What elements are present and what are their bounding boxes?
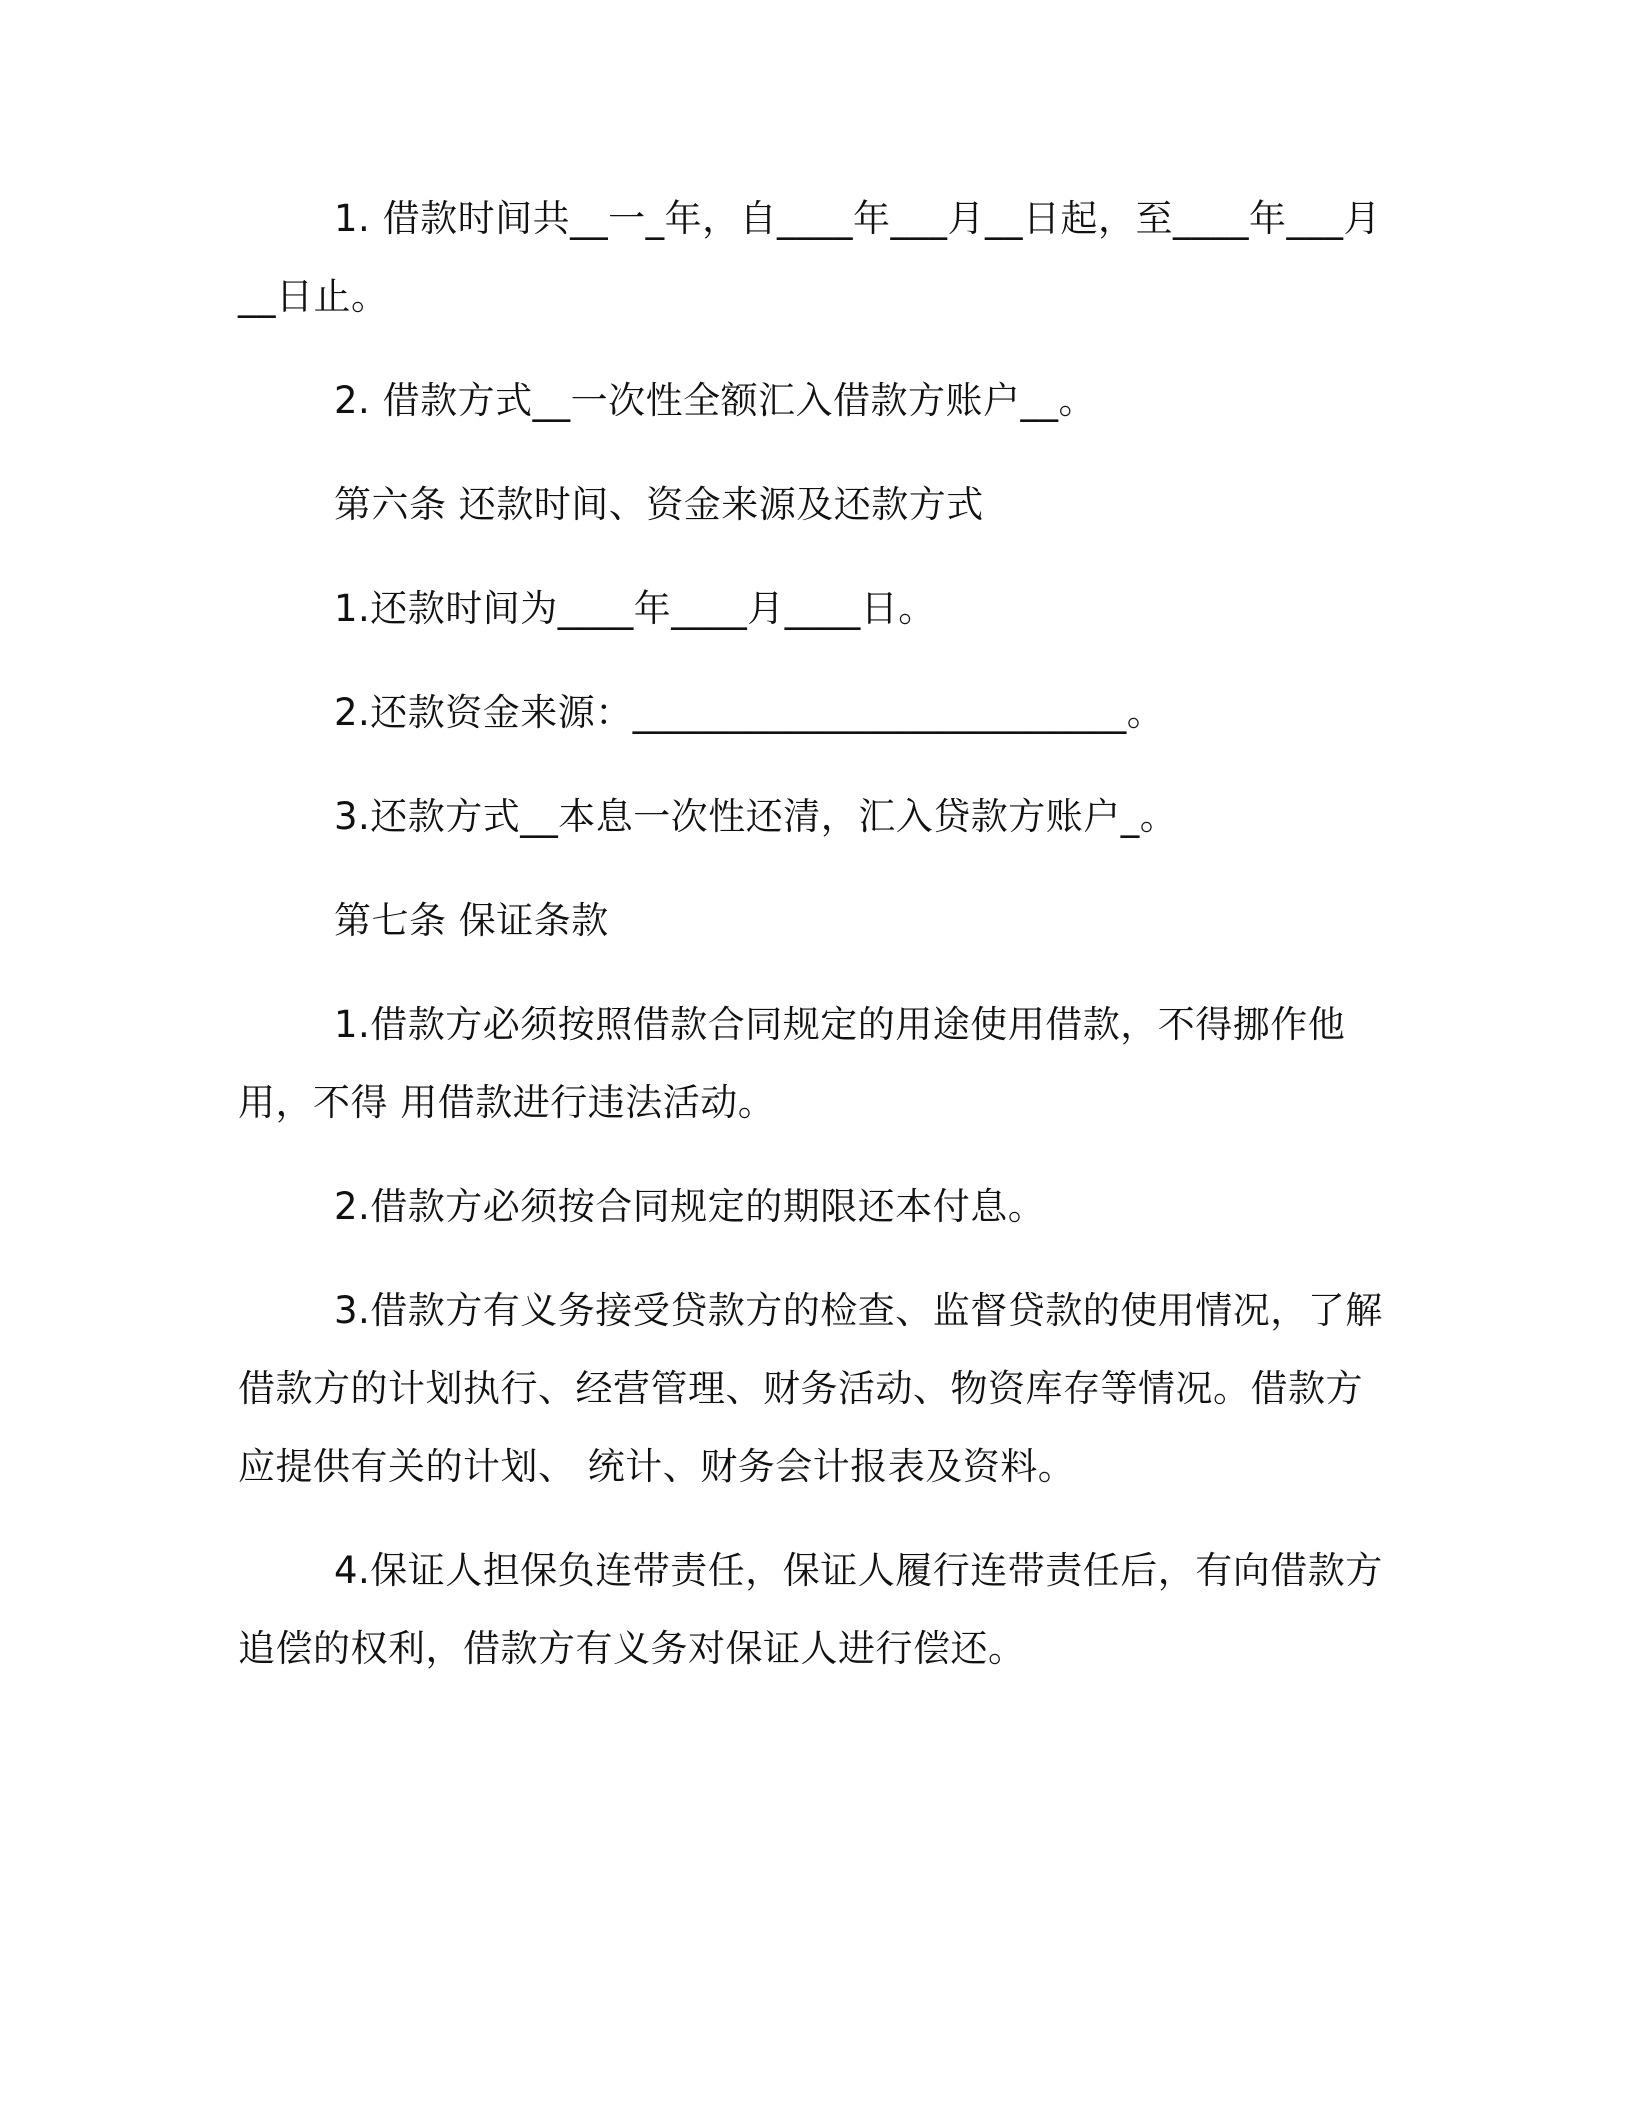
guarantee-clause-1: 1.借款方必须按照借款合同规定的用途使用借款，不得挪作他用，不得 用借款进行违法活动。 (238, 1003, 1346, 1124)
article-six-heading: 第六条 还款时间、资金来源及还款方式 (334, 483, 984, 526)
repayment-method-paragraph: 3.还款方式__本息一次性还清，汇入贷款方账户_。 (334, 795, 1178, 838)
guarantee-clause-4: 4.保证人担保负连带责任，保证人履行连带责任后，有向借款方追偿的权利，借款方有义务对保证人进行偿还。 (238, 1549, 1383, 1670)
repayment-time-paragraph: 1.还款时间为____年____月____日。 (334, 587, 936, 630)
repayment-source-paragraph: 2.还款资金来源：__________________________。 (334, 691, 1165, 734)
guarantee-clause-2: 2.借款方必须按合同规定的期限还本付息。 (334, 1185, 1046, 1228)
loan-term-paragraph: 1. 借款时间共__一_年，自____年___月__日起，至____年___月__日止。 (238, 197, 1382, 318)
article-seven-heading: 第七条 保证条款 (334, 899, 609, 942)
document-body (238, 180, 1398, 1688)
guarantee-clause-3: 3.借款方有义务接受贷款方的检查、监督贷款的使用情况，了解借款方的计划执行、经营管理、财务活动、物资库存等情况。借款方应提供有关的计划、 统计、财务会计报表及资料。 (238, 1289, 1383, 1488)
loan-method-paragraph: 2. 借款方式__一次性全额汇入借款方账户__。 (334, 379, 1097, 422)
